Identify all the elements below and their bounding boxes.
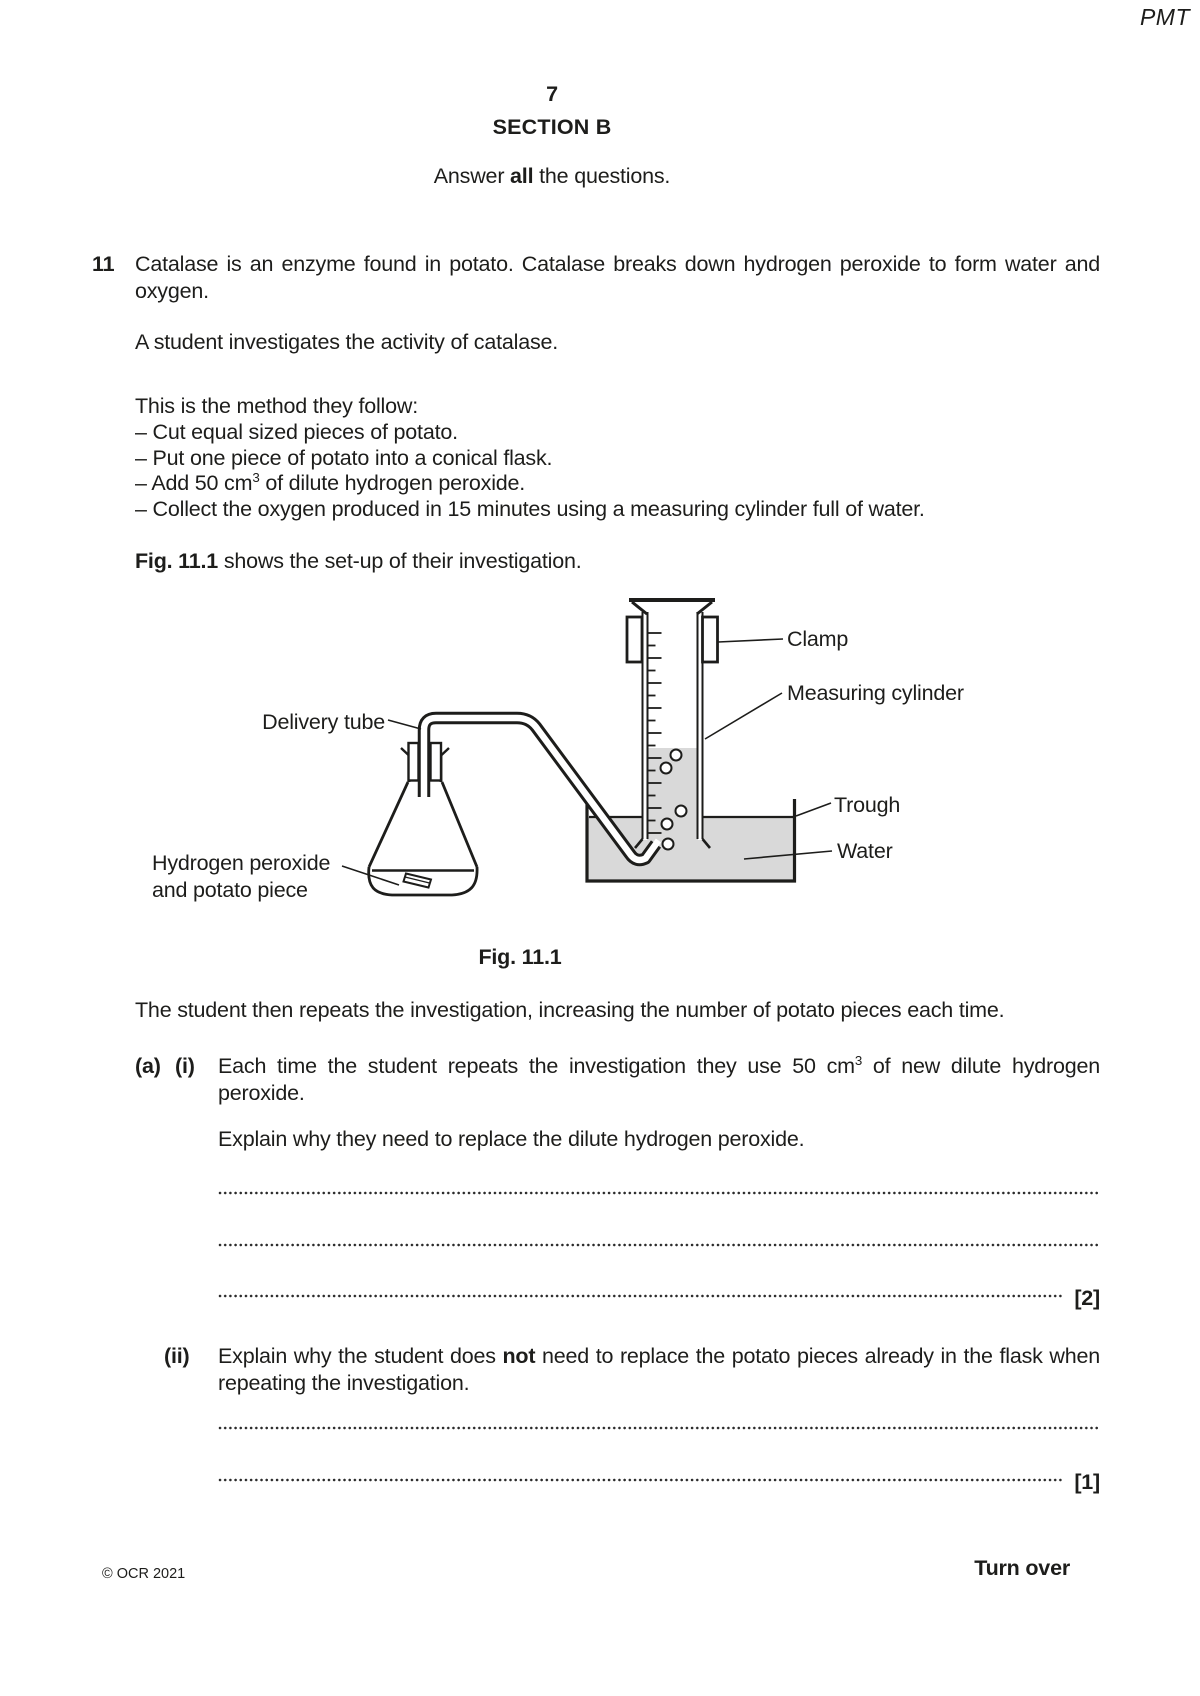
figure-reference-rest: shows the set-up of their investigation. (218, 549, 582, 573)
question-intro-text: Catalase is an enzyme found in potato. Catalase breaks down hydrogen peroxide to form water and oxygen. (135, 252, 1100, 303)
delivery-tube-label: Delivery tube (262, 710, 385, 734)
part-a-i (135, 1053, 1100, 1107)
marks-badge: [2] (1074, 1286, 1100, 1310)
water-label: Water (837, 839, 893, 863)
turn-over-label: Turn over (974, 1556, 1070, 1580)
part-a-label: (a) (135, 1054, 161, 1078)
dotted-answer-line (218, 1191, 1100, 1195)
answer-line-with-marks (218, 1458, 1100, 1494)
student-investigates-line: A student investigates the activity of catalase. (135, 330, 559, 354)
answer-line (218, 1406, 1100, 1430)
bung (409, 743, 419, 781)
answer-line (218, 1223, 1100, 1247)
section-title: SECTION B (492, 115, 612, 139)
repeat-investigation-line: The student then repeats the investigation, increasing the number of potato pieces each time. (135, 998, 1005, 1022)
part-a-ii-text: Explain why the student does not need to replace the potato pieces already in the flask when repeating the investigation. (218, 1344, 1100, 1395)
part-a-i-text: Each time the student repeats the investigation they use 50 $cm^3$ of new dilute hydrogen peroxide. (218, 1052, 1100, 1105)
cylinder-wall-gap (643, 612, 647, 840)
figure-reference-line (135, 549, 582, 574)
answer-line-with-marks (218, 1274, 1100, 1310)
part-i-label: (i) (175, 1054, 195, 1078)
section-instruction (0, 164, 1104, 189)
part-a-ii (164, 1343, 1100, 1396)
method-item: – Put one piece of potato into a conical flask. (135, 445, 553, 470)
pmt-watermark: PMT (1139, 4, 1190, 30)
delivery-tube (424, 718, 659, 860)
method-item: – Add 50 $cm^3$ of dilute hydrogen peroxide. (135, 470, 526, 496)
dotted-answer-line (218, 1426, 1100, 1430)
clamp-label: Clamp (787, 627, 849, 651)
method-intro: This is the method they follow: (135, 394, 418, 418)
dotted-answer-line (218, 1243, 1100, 1247)
trough-leader (796, 803, 831, 816)
flask-contents-label-line2: and potato piece (152, 878, 308, 902)
bung (431, 743, 442, 781)
emphasis-not: not (502, 1344, 536, 1368)
superscript-3: 3 (252, 470, 260, 486)
measuring-cylinder-label: Measuring cylinder (787, 681, 964, 705)
clamp (627, 617, 718, 662)
instruction-bold: all (510, 164, 534, 188)
measuring-cylinder-leader (705, 693, 782, 739)
method-item: – Collect the oxygen produced in 15 minutes using a measuring cylinder full of water. (135, 497, 925, 522)
dotted-answer-line (218, 1294, 1064, 1298)
copyright-notice: © OCR 2021 (102, 1566, 186, 1582)
flask-contents-label-line1: Hydrogen peroxide (152, 851, 331, 875)
instruction-pre: Answer (433, 164, 511, 188)
clamp-leader (718, 639, 783, 642)
marks-badge: [1] (1074, 1470, 1100, 1494)
superscript-3: 3 (854, 1052, 863, 1068)
question-11-intro (92, 251, 1100, 305)
answer-line (218, 1171, 1100, 1195)
part-a-i-prompt: Explain why they need to replace the dilute hydrogen peroxide. (218, 1127, 805, 1151)
dotted-answer-line (218, 1478, 1064, 1482)
page-number: 7 (546, 82, 558, 106)
water-fill-group (589, 748, 794, 881)
instruction-post: the questions. (533, 164, 671, 188)
question-number: 11 (92, 252, 115, 276)
part-ii-label: (ii) (164, 1344, 190, 1368)
method-item: – Cut equal sized pieces of potato. (135, 419, 458, 444)
delivery-tube-leader (388, 720, 421, 729)
apparatus-diagram (0, 590, 1200, 910)
figure-caption: Fig. 11.1 (478, 945, 562, 969)
potato-piece (404, 874, 432, 888)
trough-label: Trough (834, 793, 901, 817)
method-block (135, 394, 1125, 523)
figure-reference-bold: Fig. 11.1 (135, 549, 219, 573)
